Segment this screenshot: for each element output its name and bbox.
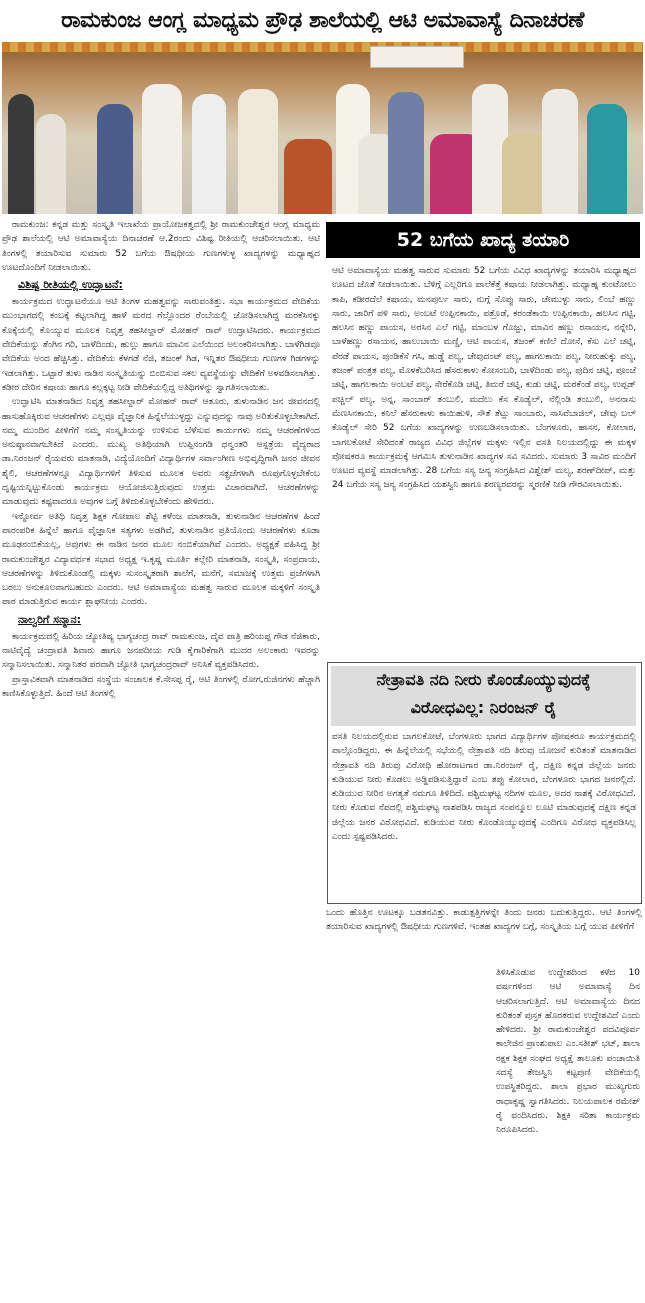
person bbox=[542, 89, 578, 214]
paragraph: ಕಾರ್ಯಕ್ರಮದಲ್ಲಿ ಹಿರಿಯ ಜ್ಯೋತಿಷ್ಯ ಭಾಗ್ಯಚಂದ್ರ ರಾವ್ ರಾಮಕುಂಜ, ದೈವ ಪಾತ್ರಿ ಹರಿಯಪ್ಪ ಗೌಡ ನೆಜಿಕಾರು, ನಾಟಿವೈದ್ಯೆ ಚಂದ್ರಾವತಿ ಶಿವಾರು ಹಾಗೂ ಜನಪದೀಯ ಗುಡಿ ಕೈಗಾರಿಕೆಗಾಗಿ ಮುದರ ಅಲಂಕಾರು ಇವರನ್ನು ಸನ್ಮಾನಿಸಲಾಯಿತು. ಸನ್ಮಾನಿತರ ಪರವಾಗಿ ಜ್ಯೋತಿ ಭಾಗ್ಯಚಂದ್ರರಾವ್ ಅನಿಸಿಕೆ ವ್ಯಕ್ತಪಡಿಸಿದರು. bbox=[2, 631, 320, 671]
garland-decoration bbox=[2, 42, 643, 52]
continuation-narrow: ತಿಳಿಸಿಕೊಡುವ ಉದ್ದೇಶದಿಂದ ಕಳೆದ 10 ವರ್ಷಗಳಿಂದ ಆಟಿ ಅಮಾವಾಸ್ಯೆ ದಿನ ಆಚರಿಸಲಾಗುತ್ತಿದೆ. ಆಟಿ ಅಮಾವಾಸ್ಯೆಯ ದಿನದ ಕುರಿತಂತೆ ಪುಸ್ತಕ ಹೊರತರುವ ಉದ್ದೇಶವಿದೆ ಎಂದು ಹೇಳಿದರು. ಶ್ರೀ ರಾಮಕುಂಜೇಶ್ವರ ಪದವಿಪೂರ್ವ ಕಾಲೇಜಿನ ಪ್ರಾಂಶುಪಾಲ ಎಂ.ಸತೀಶ್ ಭಟ್, ಶಾಲಾ ರಕ್ಷಕ ಶಿಕ್ಷಕ ಸಂಘದ ಅಧ್ಯಕ್ಷೆ ತಾಲೂಕು ಪಂಚಾಯಿತಿ ಸದಸ್ಯೆ ತೇಜಸ್ವಿನಿ ಕಟ್ಟಪುಣಿ ವೇದಿಕೆಯಲ್ಲಿ ಉಪಸ್ಥಿತರಿದ್ದರು. ಶಾಲಾ ಪ್ರಭಾರ ಮುಖ್ಯಗುರು ರಾಧಾಕೃಷ್ಣ ಸ್ವಾಗತಿಸಿದರು. ನಿಲಯಪಾಲಕ ರಮೇಶ್ ರೈ ವಂದಿಸಿದರು. ಶಿಕ್ಷಕಿ ಸರಿತಾ ಕಾರ್ಯಕ್ರಮ ನಿರೂಪಿಸಿದರು. bbox=[496, 968, 640, 1136]
subheading-inauguration: ವಿಶಿಷ್ಟ ರೀತಿಯಲ್ಲಿ ಉದ್ಘಾಟನೆ: bbox=[18, 278, 123, 292]
headline: ರಾಮಕುಂಜ ಆಂಗ್ಲ ಮಾಧ್ಯಮ ಪ್ರೌಢ ಶಾಲೆಯಲ್ಲಿ ಆಟಿ ಅಮಾವಾಸ್ಯೆ ದಿನಾಚರಣೆ bbox=[61, 7, 584, 33]
person bbox=[192, 94, 226, 214]
continuation-wide: ಒಂದು ಹೊತ್ತಿನ ಊಟಕ್ಕೂ ಬಡತನವಿತ್ತು. ಕಾಡುತ್ಪತ್ತಿಗಳನ್ನೇ ತಿಂದು ಜನರು ಬದುಕುತ್ತಿದ್ದರು. ಆಟಿ ತಿಂಗಳಲ್ಲಿ ತಯಾರಿಸುವ ಖಾದ್ಯಗಳಲ್ಲಿ ಔಷಧೀಯ ಗುಣಗಳಿವೆ. ಇಂತಹ ಖಾದ್ಯಗಳ ಬಗ್ಗೆ, ಸಂಸ್ಕೃತಿಯ ಬಗ್ಗೆ ಯುವ ಪೀಳಿಗೆಗೆ bbox=[326, 908, 642, 933]
person bbox=[238, 89, 278, 214]
paragraph: ಉದ್ಘಾಟಿಸಿ ಮಾತನಾಡಿದ ನಿವೃತ್ತ ತಹಸೀಲ್ದಾರ್ ಮೋಹನ್ ರಾವ್ ಆತೂರು, ತುಳುನಾಡಿನ ಜನ ಜೀವನದಲ್ಲಿ ಹಾಸುಹೊಕ್ಕಿರುವ ಆಚರಣೆಗಳು ಎಲ್ಲವೂ ವೈಜ್ಞಾನಿಕ ಹಿನ್ನೆಲೆಯುಳ್ಳದ್ದು ಎನ್ನುವುದನ್ನು ನಾವು ಅರಿತುಕೊಳ್ಳಬೇಕಾಗಿದೆ. ನಮ್ಮ ಮುಂದಿನ ಪೀಳಿಗೆಗೆ ನಮ್ಮ ಸಂಸ್ಕೃತಿಯನ್ನು ಉಳಿಸುವ ಬೆಳೆಸುವ ಕಾರ್ಯಗಳು ನಮ್ಮ ಆಚರಣೆಗಳಿಂದ ಅನುಷ್ಠಾನವಾಗಬೇಕಿದೆ ಎಂದರು. ಮುಖ್ಯ ಅತಿಥಿಯಾಗಿ ಉಪ್ಪಿನಂಗಡಿ ಧನ್ವಂತರಿ ಆಸ್ಪತ್ರೆಯ ವೈದ್ಯರಾದ ಡಾ.ನಿರಂಜನ್ ರೈಯವರು ಮಾತನಾಡಿ, ವಿದ್ಯೆಯೊಂದಿಗೆ ವಿದ್ಯಾರ್ಥಿಗಳ ಸರ್ವಾಂಗೀಣ ಅಭಿವೃದ್ಧಿಗಾಗಿ ಜನರ ಜೀವನ ಶೈಲಿ, ಆಚರಣೆಗಳನ್ನೂ ವಿದ್ಯಾರ್ಥಿಗಳಿಗೆ ತಿಳಿಸುವ ಮೂಲಕ ಅವರು ಸತ್ಪ್ರಜೆಗಳಾಗಿ ರೂಪುಗೊಳ್ಳಬೇಕೆಂಬ ದೃಷ್ಟಿಯನ್ನಿಟ್ಟುಕೊಂಡು ಕಾರ್ಯಕ್ರಮ ಆಯೋಜಿಸುತ್ತಿರುವುದು ಉತ್ತಮ ವಿಚಾರವಾಗಿದೆ. ಆಚರಣೆಗಳನ್ನು ಮಾಡುವುದು ಕಷ್ಟವಾದರೂ ಅವುಗಳ ಬಗ್ಗೆ ತಿಳಿದುಕೊಳ್ಳಬೇಕೆಂದು ಹೇಳಿದರು. bbox=[2, 397, 320, 508]
sidebar-title: 52 ಬಗೆಯ ಖಾದ್ಯ ತಯಾರಿ bbox=[326, 222, 640, 258]
box2-text: ವಸತಿ ನಿಲಯದಲ್ಲಿರುವ ಬಾಗಲಕೋಟೆ, ಬೆಂಗಳೂರು ಭಾಗದ ವಿದ್ಯಾರ್ಥಿಗಳ ಪೋಷಕರೂ ಕಾರ್ಯಕ್ರಮದಲ್ಲಿ ಪಾಲ್ಗೊಂಡಿದ್ದರು. ಈ ಹಿನ್ನೆಲೆಯಲ್ಲಿ ಸಭೆಯಲ್ಲಿ ನೇತ್ರಾವತಿ ನದಿ ತಿರುವು ಯೋಜನೆ ಕುರಿತಂತೆ ಮಾತನಾಡಿದ ನೇತ್ರಾವತಿ ನದಿ ತಿರುವು ವಿರೋಧಿ ಹೋರಾಟಗಾರ ಡಾ.ನಿರಂಜನ್ ರೈ, ದಕ್ಷಿಣ ಕನ್ನಡ ಜಿಲ್ಲೆಯ ಜನರು ಕುಡಿಯುವ ನೀರು ಕೊಡಲು ಅಡ್ಡಿಪಡಿಸುತ್ತಿದ್ದಾರೆ ಎಂಬ ತಪ್ಪು ಕೋಲಾರ, ಬೆಂಗಳೂರು ಭಾಗದ ಜನರಲ್ಲಿದೆ. ಕುಡಿಯುವ ನೀರಿನ ಅಗತ್ಯತೆ ನಮಗೂ ತಿಳಿದಿದೆ. ಪಶ್ಚಿಮಘಟ್ಟ ನದಿಗಳ ಮೂಲ, ಅದರ ನಾಶಕ್ಕೆ ವಿರೋಧವಿದೆ. ನೀರು ಕೊಡುವ ನೆಪದಲ್ಲಿ ಪಶ್ಚಿಮಘಟ್ಟ ನಾಶಪಡಿಸಿ ರಾಜ್ಯದ ಸಂಪನ್ಮೂಲ ಲೂಟಿ ಮಾಡುವುದಕ್ಕೆ ದಕ್ಷಿಣ ಕನ್ನಡ ಜಿಲ್ಲೆಯ ಜನರ ವಿರೋಧವಿದೆ. ಕುಡಿಯುವ ನೀರು ಕೊಂಡೊಯ್ಯುವುದಕ್ಕೆ ಎಂದಿಗೂ ವಿರೋಧ ವ್ಯಕ್ತಪಡಿಸಿಲ್ಲ ಎಂದು ಸ್ಪಷ್ಟಪಡಿಸಿದರು. bbox=[332, 732, 636, 843]
person bbox=[97, 104, 133, 214]
person bbox=[8, 94, 34, 214]
paragraph: ಪ್ರಾಸ್ತಾವಿಕವಾಗಿ ಮಾತನಾಡಿದ ಸಂಸ್ಥೆಯ ಸಂಚಾಲಕ ಕೆ.ಸೇಸಪ್ಪ ರೈ, ಆಟಿ ತಿಂಗಳಲ್ಲಿ ರೋಗ,ರುಜಿನಗಳು ಹೆಚ್ಚಾಗಿ ಕಾಣಿಸಿಕೊಳ್ಳುತ್ತಿದೆ. ಹಿಂದೆ ಆಟಿ ತಿಂಗಳಲ್ಲಿ bbox=[2, 674, 320, 699]
paragraph: ಕಾರ್ಯಕ್ರಮದ ಉದ್ಘಾಟನೆಯೂ ಆಟಿ ತಿಂಗಳ ಮಹತ್ವವನ್ನು ಸಾರುವಂತಿತ್ತು. ಸಭಾ ಕಾರ್ಯಕ್ರಮದ ವೇದಿಕೆಯ ಮುಂಭಾಗದಲ್ಲಿ ಕಂಬಕ್ಕೆ ಕಟ್ಟಲಾಗಿದ್ದ ಹಾಳೆ ಮರದ ಗೆಲ್ಲೊಂದರ ರೆಂಬೆಯಲ್ಲಿ ಜೋಡಿಸಲಾಗಿದ್ದ ಮರಕೆಸಿನಕ್ಕು ಕೊಕ್ಕೆಯಲ್ಲಿ ಕೊಯ್ಯುವ ಮೂಲಕ ನಿವೃತ್ತ ತಹಸೀಲ್ದಾರ್ ಮೋಹನ್ ರಾವ್ ಉದ್ಘಾಟಿಸಿದರು. ಕಾರ್ಯಕ್ರಮದ ವೇದಿಕೆಯನ್ನು ತೆಂಗಿನ ಗರಿ, ಬಾಳೆದಿಂಡು, ಹುಲ್ಲು ಹಾಗೂ ಮಾವಿನ ಎಲೆಯಿಂದ ಅಲಂಕರಿಸಲಾಗಿತ್ತು. ಬಾಳೆಗಿಡವೂ ವೇದಿಕೆಯ ಅಂದ ಹೆಚ್ಚಿಸಿತ್ತು. ವೇದಿಕೆಯ ಕೆಳಗಡೆ ನೆಜಿ, ತಜಂಕ್ ಗಿಡ, ಇನ್ನಿತರ ಔಷಧೀಯ ಗುಣಗಳ ಗಿಡಗಳನ್ನು ಇಡಲಾಗಿತ್ತು. ಒಟ್ಟಾರೆ ತುಳು ನಾಡಿನ ಸಂಸ್ಕೃತಿಯನ್ನು ಬಿಂಬಿಸುವ ಸಕಲ ವ್ಯವಸ್ಥೆಯನ್ನು ವೇದಿಕೆಗೆ ಅಳವಡಿಸಲಾಗಿತ್ತು. ಕಡೀರ ದೇರಿನ ಕಷಾಯ ಹಾಗೂ ಕಲ್ಲಕ್ಕಟ್ಟ ನೀಡಿ ವೇದಿಕೆಯಲ್ಲಿದ್ದ ಅತಿಥಿಗಳನ್ನು ಸ್ವಾಗತಿಸಲಾಯಿತು. bbox=[2, 297, 320, 393]
intro-paragraph: ರಾಮಕುಂಜ: ಕನ್ನಡ ಮತ್ತು ಸಂಸ್ಕೃತಿ ಇಲಾಖೆಯ ಪ್ರಾಯೋಜಕತ್ವದಲ್ಲಿ ಶ್ರೀ ರಾಮಕುಂಜೇಶ್ವರ ಆಂಗ್ಲ ಮಾಧ್ಯಮ ಪ್ರೌಢ ಶಾಲೆಯಲ್ಲಿ ಆಟಿ ಅಮಾವಾಸ್ಯೆಯ ದಿನಾಚರಣೆ ಆ.2ರಂದು ವಿಶಿಷ್ಟ ರೀತಿಯಲ್ಲಿ ಆಚರಿಸಲಾಯಿತು. ಆಟಿ ತಿಂಗಳಲ್ಲಿ ತಯಾರಿಸುವ ಸುಮಾರು 52 ಬಗೆಯ ಔಷಧೀಯ ಗುಣಗಳುಳ್ಳ ಖಾದ್ಯಗಳನ್ನು ಮಧ್ಯಾಹ್ನದ ಊಟದೊಂದಿಗೆ ನೀಡಲಾಯಿತು. bbox=[2, 220, 320, 273]
box2-title-line1: ನೇತ್ರಾವತಿ ನದಿ ನೀರು ಕೊಂಡೊಯ್ಯುವುದಕ್ಕೆ bbox=[376, 670, 591, 689]
person bbox=[587, 104, 627, 214]
box2-title-line2: ವಿರೋಧವಿಲ್ಲ: ನಿರಂಜನ್ ರೈ bbox=[410, 698, 557, 717]
person bbox=[388, 92, 424, 214]
person bbox=[36, 114, 66, 214]
left-column bbox=[2, 218, 320, 1300]
person bbox=[142, 84, 182, 214]
sidebar-text: ಆಟಿ ಅಮಾವಾಸ್ಯೆಯ ಮಹತ್ವ ಸಾರುವ ಸುಮಾರು 52 ಬಗೆಯ ವಿವಿಧ ಖಾದ್ಯಗಳನ್ನು ತಯಾರಿಸಿ ಮಧ್ಯಾಹ್ನದ ಊಟದ ಜೊತೆ ನೀಡಲಾಯಿತು. ಬೆಳಿಗ್ಗೆ ಎಲ್ಲರಿಗೂ ಪಾಲೆಕೆತ್ತೆ ಕಷಾಯ ನೀಡಲಾಗಿತ್ತು. ಮಧ್ಯಾಹ್ನ ಕುಂಟೋಲು ಕಾಪಿ, ಕಡೀರದೆಲೆ ಕಷಾಯ, ಮನಪುರ್ಲ ಸಾರು, ನುಗ್ಗೆ ಸೊಪ್ಪು ಸಾರು, ಚೇಮುಳ್ಳು ಸಾರು, ಲಿಂಬೆ ಹಣ್ಣು ಸಾರು, ಜಾರಿಗೆ ಪಳಿ ಸಾರು, ಅಂಬಟೆ ಉಪ್ಪಿನಕಾಯಿ, ಪತ್ರೊಡೆ, ಕರಂಡೆಕಾಯಿ ಉಪ್ಪಿನಕಾಯಿ, ಹಲಸಿನ ಗಟ್ಟಿ, ಹಲಸಿನ ಹಣ್ಣು ಪಾಯಸ, ಅರಸಿನ ಎಲೆ ಗಟ್ಟಿ, ಮಾಂಬಳ ಗೊಜ್ಜು, ಮಾವಿನ ಹಣ್ಣು ರಸಾಯನ, ನನ್ನೇರಿ, ಬಾಳೆಹಣ್ಣು ರಸಾಯನ, ಹಾಲುಬಾಯಿ ಮಣ್ಣಿ, ಆಟಿ ಪಾಯಸ, ತಜಂಕ್ ಕಣಿಲೆ ದೋಸೆ, ಕೆಸು ಎಲೆ ಚಟ್ನಿ, ಪೆರಡೆ ಪಾಯಸ, ಪುಂಡಿಕೆಸೆ ಗಸಿ, ಹುಡ್ಡೆ ಪಲ್ಯ, ಚೇವುದಂಟ್ ಪಲ್ಯ, ಹಾಗಲಕಾಯಿ ಪಲ್ಯ, ನೀರುಹುಕ್ಕು ಪಲ್ಯ, ತಜಂಕ್ ಪಂತ್ರತ ಪಲ್ಯ, ಮೊಳಕೆಬರಿಸಿದ ಹೆಸರುಕಾಳು ಕೋಸಂಬರಿ, ಬಾಳೆದಿಂಡು ಪಲ್ಯ, ಪುದಿನ ಚಟ್ನಿ, ಪೂಂಜೆ ಚಟ್ನಿ, ಹಾಗಲಕಾಯಿ ಅಂಬಟೆ ಪಲ್ಯ, ಸೇರೆಕೊಡಿ ಚಟ್ನಿ, ತಿಮರೆ ಚಟ್ನಿ, ಕುಡು ಚಟ್ನಿ, ಮರಕೆಂಡೆ ಪಲ್ಯ, ಉಪ್ಪಡ್ ಪಚ್ಚಿಲ್ ಪಲ್ಯ, ಅನ್ನ, ಸಾಂಬಾರ್ ತಂಬುಲಿ, ಮದೆಲು ಕೆಸ ಕೊಡ್ಯೆಲ್, ನೆಲ್ಲಿಂಡಿ ತಂಬುಲಿ, ಅನನಾಸು ಮೆಣಸಿನಕಾಯಿ, ಕನಿಲೆ ಹೆಸರುಕಾಳು ಕಾಯಿಹುಳಿ, ಸೌತೆ ತೆಟ್ಲು ಸಾಂಬಾರು, ಸಾಸಿವೆಬಾಜಿಲ್, ಚೇವು ಬಲ್ ಕೊಡ್ಯೆಲ್ ಸೇರಿ 52 ಬಗೆಯ ಖಾದ್ಯಗಳನ್ನು ಉಣಬಡಿಸಲಾಯಿತು. ಬೆಂಗಳೂರು, ಹಾಸನ, ಕೋಲಾರ, ಬಾಗಲಕೋಟೆ ಸೇರಿದಂತೆ ರಾಜ್ಯದ ವಿವಿಧ ಜಿಲ್ಲೆಗಳ ಮಕ್ಕಳು ಇಲ್ಲಿನ ವಸತಿ ನಿಲಯದಲ್ಲಿದ್ದು ಈ ಮಕ್ಕಳ ಪೋಷಕರೂ ಕಾರ್ಯಕ್ರಮಕ್ಕೆ ಆಗಮಿಸಿ ತುಳುನಾಡಿನ ಖಾದ್ಯಗಳ ಸವಿ ಸವಿದರು. ಸುಮಾರು 3 ಸಾವಿರ ಮಂದಿಗೆ ಊಟದ ವ್ಯವಸ್ಥೆ ಮಾಡಲಾಗಿತ್ತು. 28 ಬಗೆಯ ಸಸ್ಯ ಜನ್ಯ ಸಂಗ್ರಹಿಸಿದ ವಿಶ್ವೇಶ್ ಮಲ್ಯ, ಶರಣ್‌ದೀಪ್, ಮತ್ತು 24 ಬಗೆಯ ಸಸ್ಯ ಜನ್ಯ ಸಂಗ್ರಹಿಸಿದ ಯಶಸ್ವಿನಿ ಹಾಗೂ ಶರಣ್ಯರವರನ್ನು ಸ್ಮರಣಿಕೆ ನೀಡಿ ಗೌರವಿಸಲಾಯಿತು. bbox=[332, 266, 636, 491]
person bbox=[284, 139, 332, 214]
box2-title bbox=[331, 666, 636, 726]
subheading-felicitation: ನಾಲ್ವರಿಗೆ ಸನ್ಮಾನ: bbox=[18, 612, 81, 626]
stage-banner bbox=[370, 46, 464, 68]
paragraph: ಇನ್ನೋರ್ವ ಅತಿಥಿ ನಿವೃತ್ತ ಶಿಕ್ಷಕ ಗೋಪಾಲ ಶೆಟ್ಟಿ ಕಳೆಂಜ ಮಾತನಾಡಿ, ತುಳುನಾಡಿನ ಆಚರಣೆಗಳ ಹಿಂದೆ ಪಾರಂಪರಿಕ ಹಿನ್ನೆಲೆ ಹಾಗೂ ವೈಜ್ಞಾನಿಕ ಸತ್ಯಗಳು ಅಡಗಿವೆ, ತುಳುನಾಡಿನ ಪ್ರತಿಯೊಂದು ಆಚರಣೆಗಳು ಕೂಡಾ ಮೂಢನಂಬಿಕೆಯಲ್ಲ, ಅವುಗಳು ಈ ನಾಡಿನ ಜನರ ಮೂಲ ನಂಬಿಕೆಯಾಗಿವೆ ಎಂದರು. ಅಧ್ಯಕ್ಷತೆ ವಹಿಸಿದ್ದ ಶ್ರೀ ರಾಮಕುಂಜೇಶ್ವರ ವಿದ್ಯಾವರ್ಧಕ ಸಭಾದ ಅಧ್ಯಕ್ಷ ಇ.ಕೃಷ್ಣ ಮೂರ್ತಿ ಕಲ್ಲೇರಿ ಮಾತನಾಡಿ, ಸಂಸ್ಕೃತಿ, ಸಂಪ್ರದಾಯ, ಆಚರಣೆಗಳನ್ನು ತಿಳಿದುಕೊಂಡಲ್ಲಿ ಮಕ್ಕಳು ಸುಸಂಸ್ಕೃತರಾಗಿ ಶಾಲೆಗೆ, ಮನೆಗೆ, ಸಮಾಜಕ್ಕೆ ಉತ್ತಮ ಪ್ರಜೆಗಳಾಗಿ ಬರಲು ಅನುಕೂಲವಾಗಬಹುದು ಎಂದರು. ಆಟಿ ಅಮಾವಾಸ್ಯೆಯ ಮಹತ್ವ ಸಾರುವ ಮೂಲಕ ಮಕ್ಕಳಿಗೆ ಸಂಸ್ಕೃತಿ ಪಾಠ ಮಾಡುತ್ತಿರುವ ಕಾರ್ಯ ಶ್ಲಾಘನೀಯ ಎಂದರು. bbox=[2, 511, 320, 608]
event-photo bbox=[2, 42, 643, 214]
